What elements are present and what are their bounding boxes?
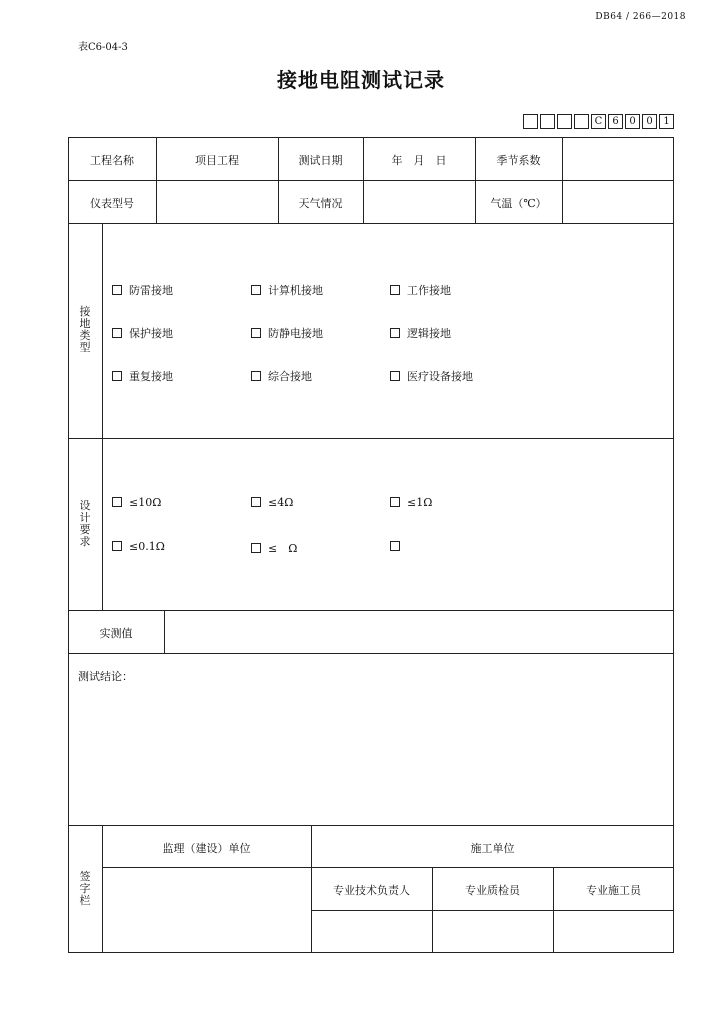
- divider: [68, 610, 674, 611]
- standard-number: DB64 / 266—2018: [595, 12, 686, 22]
- measured-value-label: 实测值: [99, 627, 133, 640]
- test-date-label: 测试日期: [298, 154, 343, 167]
- test-date-value[interactable]: 年 月 日: [391, 154, 447, 167]
- code-box: 0: [625, 114, 640, 129]
- divider: [102, 867, 674, 868]
- code-box: 6: [608, 114, 623, 129]
- checkbox[interactable]: [251, 371, 261, 381]
- page-title: 接地电阻测试记录: [277, 68, 445, 92]
- option-protective-grounding[interactable]: 保护接地: [112, 325, 173, 341]
- code-box[interactable]: [540, 114, 555, 129]
- construction-worker-label: 专业施工员: [586, 884, 641, 897]
- divider: [311, 910, 674, 911]
- divider: [102, 223, 103, 610]
- checkbox[interactable]: [390, 497, 400, 507]
- instrument-model-label: 仪表型号: [90, 197, 134, 210]
- test-conclusion-label: 测试结论：: [78, 670, 133, 683]
- option-medical-grounding[interactable]: 医疗设备接地: [390, 368, 473, 384]
- divider: [68, 438, 674, 439]
- checkbox[interactable]: [112, 328, 122, 338]
- checkbox[interactable]: [390, 541, 400, 551]
- temperature-label: 气温（℃）: [490, 197, 547, 210]
- code-box: C: [591, 114, 606, 129]
- checkbox[interactable]: [112, 285, 122, 295]
- option-other[interactable]: [390, 540, 407, 553]
- construction-unit-label: 施工单位: [470, 842, 515, 855]
- checkbox[interactable]: [251, 328, 261, 338]
- season-coefficient-label: 季节系数: [496, 154, 541, 167]
- divider: [164, 610, 165, 653]
- option-repeated-grounding[interactable]: 重复接地: [112, 368, 173, 384]
- divider: [156, 137, 157, 223]
- supervision-unit-label: 监理（建设）单位: [162, 842, 251, 855]
- option-le-1-ohm[interactable]: ≤1Ω: [390, 496, 432, 509]
- checkbox[interactable]: [390, 371, 400, 381]
- supervision-signature-field[interactable]: [104, 869, 309, 951]
- code-box[interactable]: [574, 114, 589, 129]
- project-name-label: 工程名称: [90, 154, 134, 167]
- divider: [68, 180, 674, 181]
- code-box: 0: [642, 114, 657, 129]
- checkbox[interactable]: [390, 328, 400, 338]
- weather-label: 天气情况: [298, 197, 343, 210]
- divider: [68, 653, 674, 654]
- test-conclusion-field[interactable]: [70, 686, 670, 822]
- divider: [562, 137, 563, 223]
- option-le-custom-ohm[interactable]: ≤ Ω: [251, 540, 297, 556]
- option-logic-grounding[interactable]: 逻辑接地: [390, 325, 451, 341]
- code-box[interactable]: [523, 114, 538, 129]
- divider: [432, 867, 433, 953]
- checkbox[interactable]: [251, 285, 261, 295]
- design-requirement-label: 设计要求: [79, 499, 91, 548]
- record-code-boxes: [523, 114, 674, 129]
- divider: [363, 137, 364, 223]
- option-lightning-grounding[interactable]: 防雷接地: [112, 282, 173, 298]
- grounding-type-label: 接地类型: [79, 305, 91, 354]
- checkbox[interactable]: [251, 543, 261, 553]
- tech-lead-signature-field[interactable]: [313, 912, 430, 951]
- checkbox[interactable]: [390, 285, 400, 295]
- option-le-4-ohm[interactable]: ≤4Ω: [251, 496, 293, 509]
- signature-label: 签字栏: [79, 870, 91, 907]
- option-le-10-ohm[interactable]: ≤10Ω: [112, 496, 161, 509]
- option-combined-grounding[interactable]: 综合接地: [251, 368, 312, 384]
- tech-lead-label: 专业技术负责人: [333, 884, 410, 897]
- quality-inspector-signature-field[interactable]: [434, 912, 551, 951]
- code-box[interactable]: [557, 114, 572, 129]
- checkbox[interactable]: [251, 497, 261, 507]
- option-computer-grounding[interactable]: 计算机接地: [251, 282, 323, 298]
- divider: [553, 867, 554, 953]
- code-box: 1: [659, 114, 674, 129]
- construction-worker-signature-field[interactable]: [555, 912, 672, 951]
- project-name-value[interactable]: 项目工程: [195, 154, 239, 167]
- checkbox[interactable]: [112, 497, 122, 507]
- divider: [68, 825, 674, 826]
- quality-inspector-label: 专业质检员: [465, 884, 520, 897]
- checkbox[interactable]: [112, 541, 122, 551]
- divider: [68, 223, 674, 224]
- form-number: 表C6-04-3: [78, 42, 128, 53]
- checkbox[interactable]: [112, 371, 122, 381]
- option-working-grounding[interactable]: 工作接地: [390, 282, 451, 298]
- option-antistatic-grounding[interactable]: 防静电接地: [251, 325, 323, 341]
- option-le-0-1-ohm[interactable]: ≤0.1Ω: [112, 540, 165, 553]
